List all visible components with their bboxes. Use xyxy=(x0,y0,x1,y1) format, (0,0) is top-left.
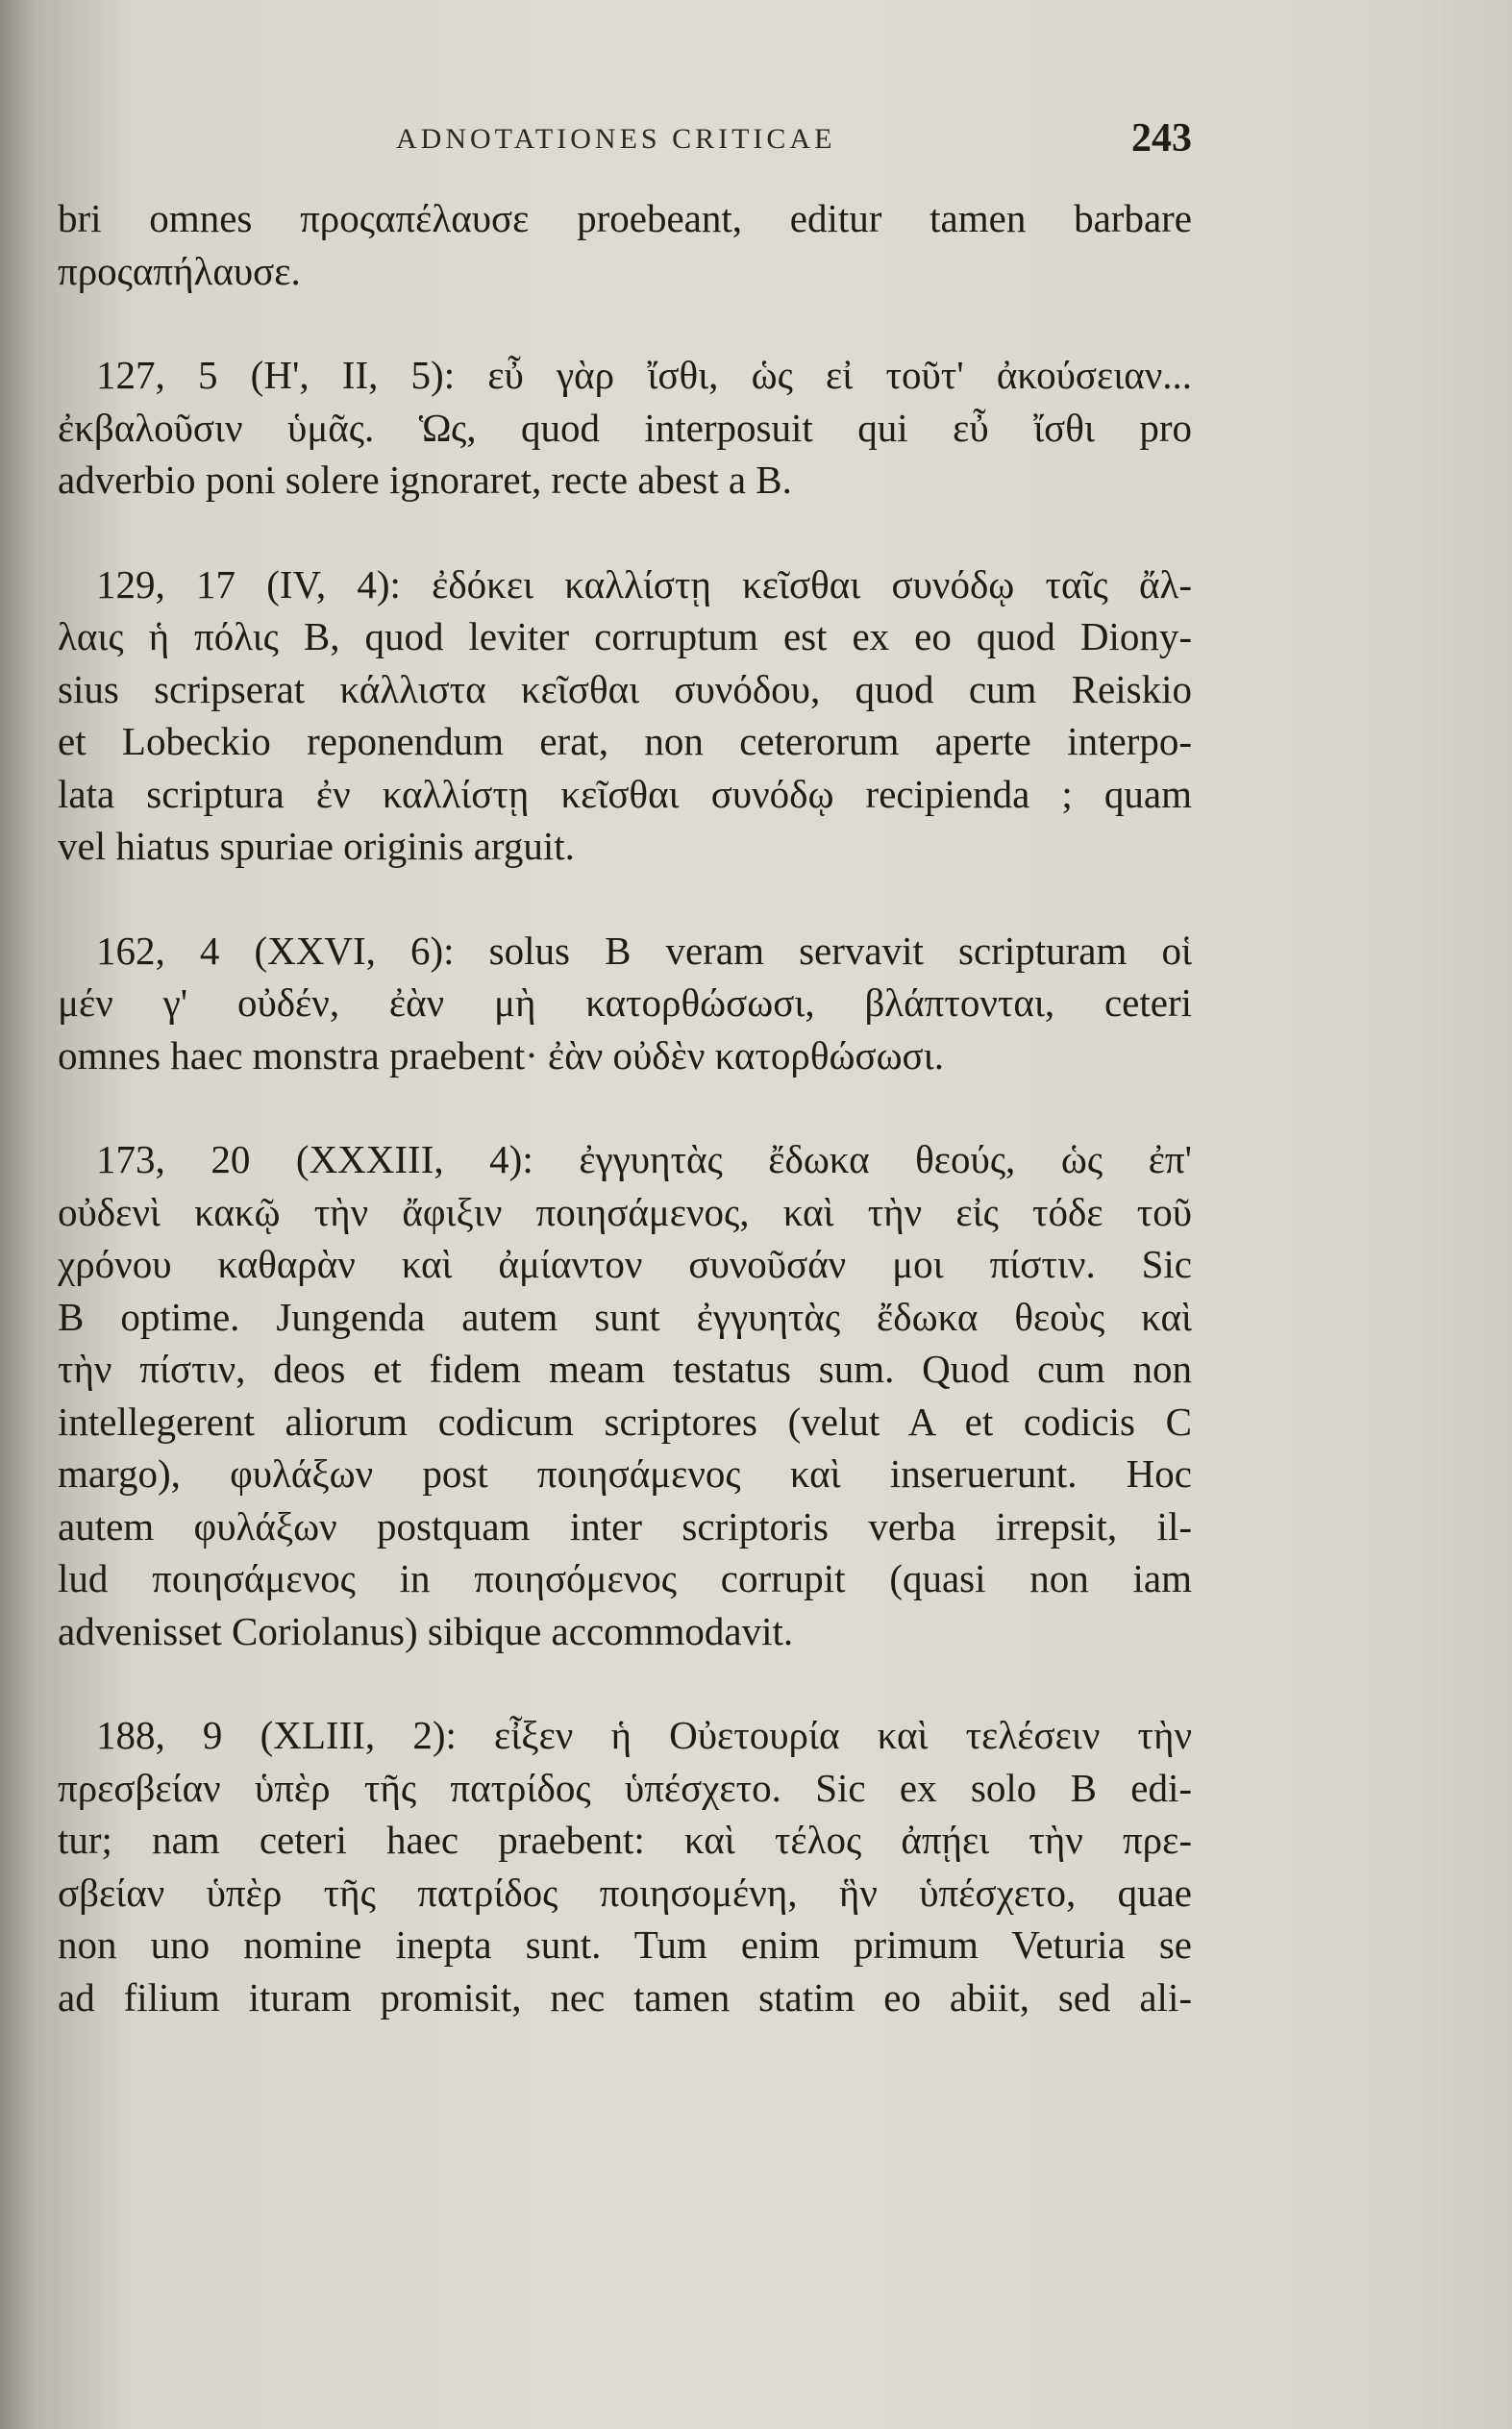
text-line: vel hiatus spuriae originis arguit. xyxy=(58,824,575,868)
text-line: non uno nomine inepta sunt. Tum enim primum Veturia se xyxy=(58,1922,1192,1967)
text-line: πρεσβείαν ὑπὲρ τῆς πατρίδος ὑπέσχετο. Sic ex solo B edi- xyxy=(58,1765,1192,1810)
text-line: ad filium ituram promisit, nec tamen statim eo abiit, sed ali- xyxy=(58,1974,1192,2020)
text-line: tur; nam ceteri haec praebent: καὶ τέλος ἀπῄει τὴν πρε- xyxy=(58,1818,1192,1862)
paragraph xyxy=(58,1709,1192,2023)
text-line: σβείαν ὑπὲρ τῆς πατρίδος ποιησομένη, ἣν ὑπέσχετο, quae xyxy=(58,1870,1192,1915)
text-line: μέν γ' οὐδέν, ἐὰν μὴ κατορθώσωσι, βλάπτονται, ceteri xyxy=(58,980,1192,1025)
text-line: 173, 20 (XXXIII, 4): ἐγγυητὰς ἔδωκα θεούς, ὡς ἐπ' xyxy=(96,1137,1192,1181)
text-line: sius scripserat κάλλιστα κεῖσθαι συνόδου, quod cum Reiskio xyxy=(58,666,1192,711)
text-line: 162, 4 (XXVI, 6): solus B veram servavit scripturam οἱ xyxy=(96,928,1192,973)
text-line: et Lobeckio reponendum erat, non ceterorum aperte interpo- xyxy=(58,719,1192,763)
text-line: adverbio poni solere ignoraret, recte abest a B. xyxy=(58,458,792,502)
paragraph xyxy=(58,1133,1192,1657)
text-line: B optime. Jungenda autem sunt ἐγγυητὰς ἔδωκα θεοὺς καὶ xyxy=(58,1294,1192,1339)
paragraph xyxy=(58,192,1192,297)
text-line: οὐδενὶ κακῷ τὴν ἄφιξιν ποιησάμενος, καὶ τὴν εἰς τόδε τοῦ xyxy=(58,1189,1192,1234)
page-number: 243 xyxy=(1131,116,1192,161)
text-line: autem φυλάξων postquam inter scriptoris verba irrepsit, il- xyxy=(58,1503,1192,1549)
text-line: 188, 9 (XLIII, 2): εἶξεν ἡ Οὐετουρία καὶ τελέσειν τὴν xyxy=(96,1713,1192,1757)
text-line: lata scriptura ἐν καλλίστῃ κεῖσθαι συνόδῳ recipienda ; quam xyxy=(58,771,1192,816)
text-line: τὴν πίστιν, deos et fidem meam testatus sum. Quod cum non xyxy=(58,1347,1192,1391)
text-line: λαις ἡ πόλις B, quod leviter corruptum est ex eo quod Diony- xyxy=(58,614,1192,658)
text-line: lud ποιησάμενος in ποιησόμενος corrupit (quasi non iam xyxy=(58,1556,1192,1600)
text-line: 129, 17 (IV, 4): ἐδόκει καλλίστῃ κεῖσθαι συνόδῳ ταῖς ἄλ- xyxy=(96,561,1192,607)
text-line: advenisset Coriolanus) sibique accommodavit. xyxy=(58,1608,794,1653)
text-line: χρόνου καθαρὰν καὶ ἀμίαντον συνοῦσάν μοι πίστιν. Sic xyxy=(58,1242,1192,1286)
text-line: ἐκβαλοῦσιν ὑμᾶς. Ὡς, quod interposuit qui εὖ ἴσθι pro xyxy=(58,405,1192,450)
page-header xyxy=(58,115,1192,163)
text-line: omnes haec monstra praebent· ἐὰν οὐδὲν κατορθώσωσι. xyxy=(58,1032,944,1078)
running-title: ADNOTATIONES CRITICAE xyxy=(396,123,836,155)
text-line: margo), φυλάξων post ποιησάμενος καὶ inseruerunt. Hoc xyxy=(58,1451,1192,1496)
text-line: bri omnes προςαπέλαυσε proebeant, editur tamen barbare xyxy=(58,196,1192,240)
text-line: προςαπήλαυσε. xyxy=(58,248,301,293)
body-text xyxy=(58,192,1192,2023)
paragraph xyxy=(58,558,1192,873)
paragraph xyxy=(58,349,1192,507)
text-line: 127, 5 (Η', II, 5): εὖ γὰρ ἴσθι, ὡς εἰ τοῦτ' ἀκούσειαν... xyxy=(96,353,1192,397)
text-line: intellegerent aliorum codicum scriptores (velut A et codicis C xyxy=(58,1399,1192,1444)
paragraph xyxy=(58,925,1192,1082)
